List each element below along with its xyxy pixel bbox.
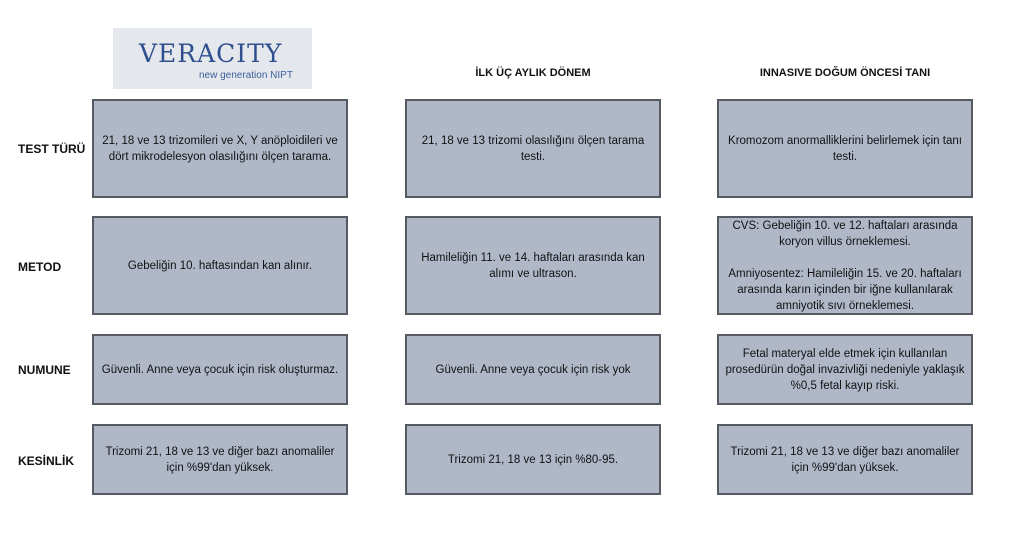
cell-accuracy-invasive: Trizomi 21, 18 ve 13 ve diğer bazı anomaliler için %99'dan yüksek. xyxy=(717,424,973,495)
cell-sample-first-trimester: Güvenli. Anne veya çocuk için risk yok xyxy=(405,334,661,405)
cell-sample-veracity: Güvenli. Anne veya çocuk için risk oluşturmaz. xyxy=(92,334,348,405)
cell-test-type-first-trimester: 21, 18 ve 13 trizomi olasılığını ölçen tarama testi. xyxy=(405,99,661,198)
logo-tagline: new generation NIPT xyxy=(199,70,293,81)
veracity-logo xyxy=(113,28,312,89)
cell-accuracy-veracity: Trizomi 21, 18 ve 13 ve diğer bazı anomaliler için %99'dan yüksek. xyxy=(92,424,348,495)
column-header-invasive-diagnosis: INNASIVE DOĞUM ÖNCESİ TANI xyxy=(759,67,931,79)
cell-method-veracity: Gebeliğin 10. haftasından kan alınır. xyxy=(92,216,348,315)
cell-sample-invasive: Fetal materyal elde etmek için kullanılan prosedürün doğal invazivliği nedeniyle yaklaşık %0,5 fetal kayıp riski. xyxy=(717,334,973,405)
row-label-accuracy: KESİNLİK xyxy=(18,454,75,468)
cell-method-first-trimester: Hamileliğin 11. ve 14. haftaları arasında kan alımı ve ultrason. xyxy=(405,216,661,315)
cell-test-type-invasive: Kromozom anormalliklerini belirlemek için tanı testi. xyxy=(717,99,973,198)
cell-method-invasive: CVS: Gebeliğin 10. ve 12. haftaları arasında koryon villus örneklemesi. Amniyosentez: Hamileliğin 15. ve 20. haftaları arasında karın içinden bir iğne kullanılarak amniyotik sıvı örneklemesi. xyxy=(717,216,973,315)
row-label-test-type: TEST TÜRÜ xyxy=(18,142,86,156)
cell-accuracy-first-trimester: Trizomi 21, 18 ve 13 için %80-95. xyxy=(405,424,661,495)
logo-brand: VERACITY xyxy=(139,39,283,68)
row-label-sample: NUMUNE xyxy=(18,363,71,377)
row-label-method: METOD xyxy=(18,260,62,274)
cell-test-type-veracity: 21, 18 ve 13 trizomileri ve X, Y anöploidileri ve dört mikrodelesyon olasılığını ölçen tarama. xyxy=(92,99,348,198)
column-header-first-trimester: İLK ÜÇ AYLIK DÖNEM xyxy=(475,67,591,79)
